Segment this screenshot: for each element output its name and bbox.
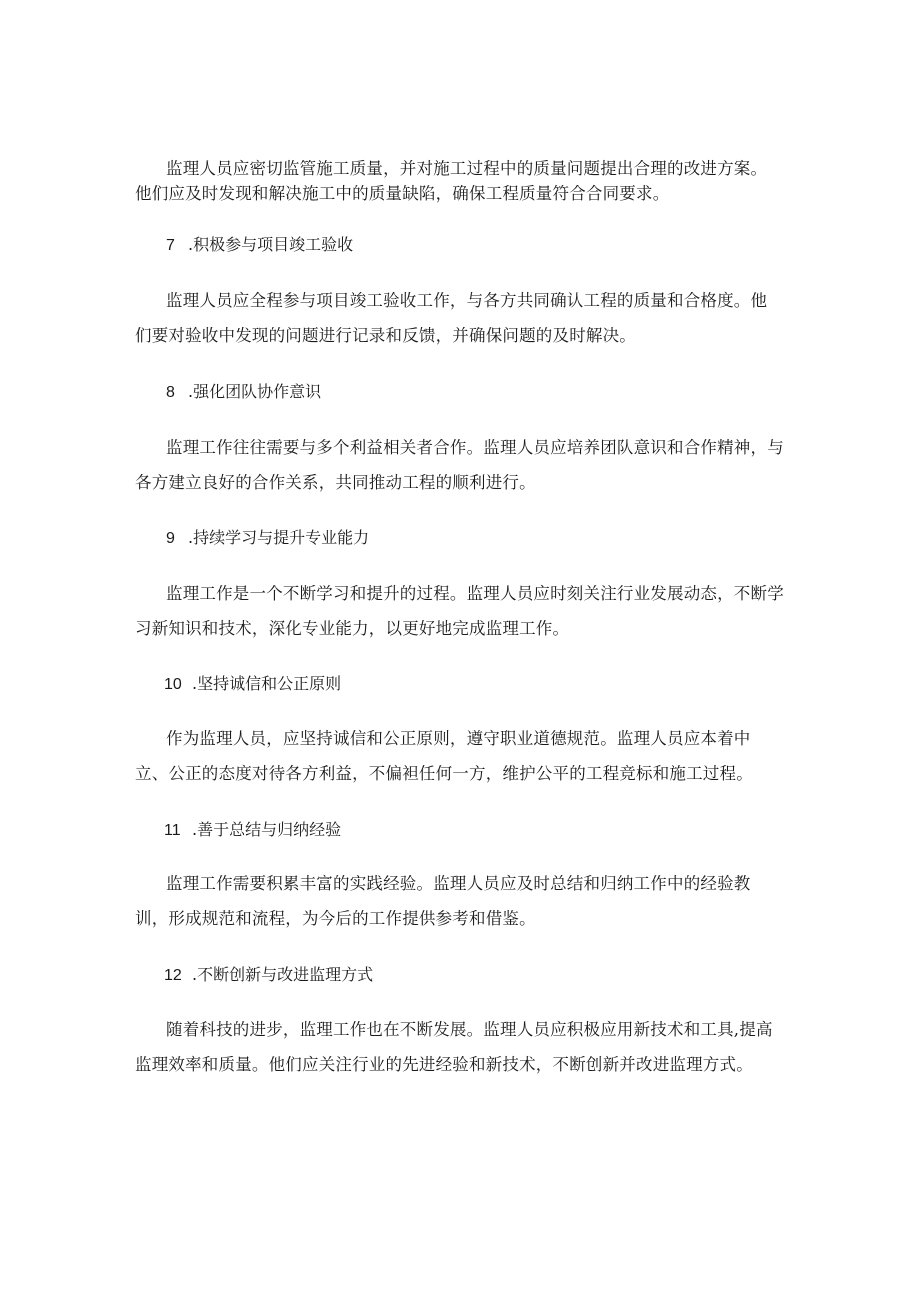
paragraph-5-line-2: 立、公正的态度对待各方利益，不偏袒任何一方，维护公平的工程竞标和施工过程。 bbox=[135, 764, 753, 783]
heading-number: 12 bbox=[164, 967, 182, 984]
paragraph-7-line-1: 随着科技的进步，监理工作也在不断发展。监理人员应积极应用新技术和工具,提高 bbox=[166, 1020, 773, 1039]
section-heading-7 bbox=[166, 234, 353, 257]
heading-text: .积极参与项目竣工验收 bbox=[188, 235, 354, 254]
section-heading-12 bbox=[164, 964, 373, 987]
paragraph-6-line-1: 监理工作需要积累丰富的实践经验。监理人员应及时总结和归纳工作中的经验教 bbox=[166, 874, 751, 893]
paragraph-5-line-1: 作为监理人员，应坚持诚信和公正原则，遵守职业道德规范。监理人员应本着中 bbox=[166, 729, 751, 748]
heading-text: .强化团队协作意识 bbox=[188, 382, 322, 401]
paragraph-3-line-2: 各方建立良好的合作关系，共同推动工程的顺利进行。 bbox=[135, 473, 536, 492]
paragraph-1-line-1: 监理人员应密切监管施工质量，并对施工过程中的质量问题提出合理的改进方案。 bbox=[166, 159, 768, 178]
paragraph-6-line-2: 训，形成规范和流程，为今后的工作提供参考和借鉴。 bbox=[135, 909, 536, 928]
paragraph-4-line-2: 习新知识和技术，深化专业能力，以更好地完成监理工作。 bbox=[135, 619, 570, 638]
heading-text: .持续学习与提升专业能力 bbox=[188, 528, 370, 547]
paragraph-4-line-1: 监理工作是一个不断学习和提升的过程。监理人员应时刻关注行业发展动态，不断学 bbox=[166, 584, 784, 603]
paragraph-2-line-1: 监理人员应全程参与项目竣工验收工作，与各方共同确认工程的质量和合格度。他 bbox=[166, 291, 768, 310]
section-heading-10 bbox=[164, 673, 341, 696]
heading-text: .坚持诚信和公正原则 bbox=[192, 674, 342, 693]
heading-text: .不断创新与改进监理方式 bbox=[192, 965, 374, 984]
paragraph-2-line-2: 们要对验收中发现的问题进行记录和反馈，并确保问题的及时解决。 bbox=[135, 326, 636, 345]
heading-number: 11 bbox=[164, 822, 181, 839]
paragraph-1-line-2: 他们应及时发现和解决施工中的质量缺陷，确保工程质量符合合同要求。 bbox=[135, 184, 670, 203]
heading-number: 9 bbox=[166, 530, 175, 547]
section-heading-9 bbox=[166, 527, 369, 550]
heading-text: .善于总结与归纳经验 bbox=[192, 820, 342, 839]
paragraph-7-line-2: 监理效率和质量。他们应关注行业的先进经验和新技术，不断创新并改进监理方式。 bbox=[135, 1055, 753, 1074]
heading-number: 8 bbox=[166, 384, 175, 401]
heading-number: 7 bbox=[166, 237, 175, 254]
section-heading-8 bbox=[166, 381, 321, 404]
section-heading-11 bbox=[164, 819, 341, 842]
heading-number: 10 bbox=[164, 676, 182, 693]
paragraph-3-line-1: 监理工作往往需要与多个利益相关者合作。监理人员应培养团队意识和合作精神，与 bbox=[166, 438, 784, 457]
